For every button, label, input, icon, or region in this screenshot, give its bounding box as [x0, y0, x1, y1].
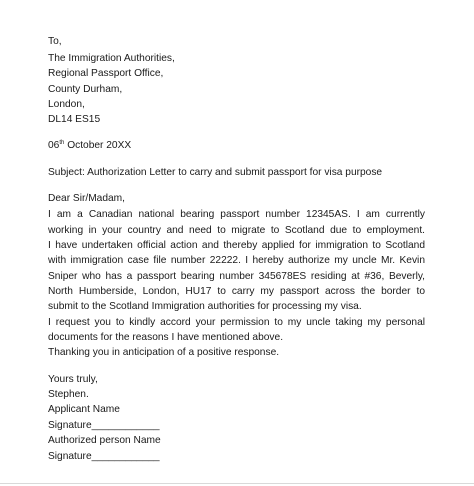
body-line-4: with immigration case file number 22222. I hereby authorize my uncle Mr. Kevin: [48, 255, 425, 266]
to-line: To,: [48, 36, 62, 47]
body-line-6: North Humberside, London, HU17 to carry my passport across the border to: [48, 286, 425, 297]
subject-line: Subject: Authorization Letter to carry and submit passport for visa purpose: [48, 167, 383, 178]
recipient-line-3: County Durham,: [48, 84, 123, 95]
date-rest: October 20XX: [64, 140, 132, 151]
signature-line-2: Signature____________: [48, 451, 160, 462]
body-line-10: Thanking you in anticipation of a positive response.: [48, 347, 280, 358]
sign-off: Yours truly,: [48, 374, 98, 385]
sender-name: Stephen.: [48, 389, 89, 400]
recipient-line-1: The Immigration Authorities,: [48, 53, 175, 64]
recipient-line-2: Regional Passport Office,: [48, 68, 164, 79]
body-line-8: I request you to kindly accord your permission to my uncle taking my personal: [48, 317, 425, 328]
body-line-9: documents for the reasons I have mentioned above.: [48, 332, 284, 343]
body-line-7: submit to the Scotland Immigration authorities for processing my visa.: [48, 301, 362, 312]
signature-line-1: Signature____________: [48, 420, 160, 431]
letter-date: [48, 140, 131, 152]
recipient-line-5: DL14 ES15: [48, 114, 101, 125]
page-bottom-divider: [0, 483, 474, 484]
recipient-line-4: London,: [48, 99, 85, 110]
date-day: 06: [48, 140, 60, 151]
body-line-5: Sniper who has a passport bearing number 345678ES residing at #36, Beverly,: [48, 271, 425, 282]
body-line-3: I have undertaken official action and thereby applied for immigration to Scotland: [48, 240, 425, 251]
body-line-2: working in your country and need to migrate to Scotland due to employment.: [48, 225, 425, 236]
body-line-1: I am a Canadian national bearing passport number 12345AS. I am currently: [48, 209, 425, 220]
applicant-name-label: Applicant Name: [48, 404, 120, 415]
salutation: Dear Sir/Madam,: [48, 193, 125, 204]
authorized-name-label: Authorized person Name: [48, 435, 161, 446]
date-suffix: th: [59, 140, 65, 146]
